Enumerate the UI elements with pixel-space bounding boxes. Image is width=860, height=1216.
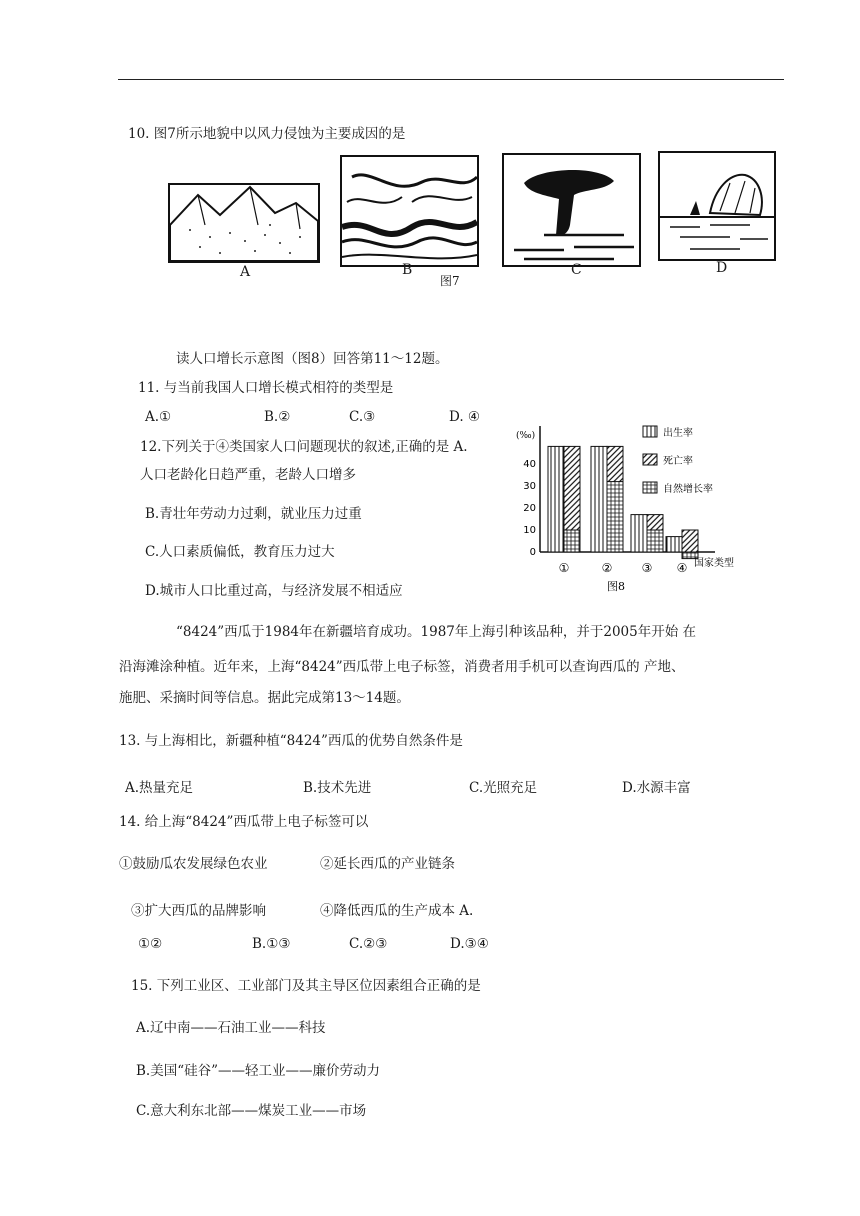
chart-ytick-label: 10 [523,525,536,536]
q13-stem: 13. 与上海相比，新疆种植“8424”西瓜的优势自然条件是 [119,733,463,749]
option-c-label: C [571,262,582,278]
q14-option-b: B.①③ [252,936,291,952]
q11-option-b: B.② [264,409,291,425]
q14-statement-1: ①鼓励瓜农发展绿色农业 [119,856,268,872]
chart-ytick-label: 30 [523,481,536,492]
chart-bar-birth-rate [666,537,682,552]
q12-option-b: B.青壮年劳动力过剩，就业压力过重 [145,506,362,522]
q11-option-d: D. ④ [449,409,481,425]
chart-ytick-label: 0 [529,547,536,558]
q15-option-c: C.意大利东北部——煤炭工业——市场 [136,1103,367,1119]
passage-line2: 沿海滩涂种植。近年来，上海“8424”西瓜带上电子标签，消费者用手机可以查询西瓜的 产地、 [119,659,685,675]
chart-legend-label: 死亡率 [663,456,693,467]
option-b-label: B [402,262,413,278]
figure7-caption: 图7 [440,274,460,288]
chart-bar-death-rate [682,530,698,552]
population-growth-chart [510,420,770,600]
chart-bar-natural-increase [564,530,580,552]
q13-option-c: C.光照充足 [469,780,538,796]
passage-line3: 施肥、采摘时间等信息。据此完成第13～14题。 [119,690,410,706]
q11-option-a: A.① [145,409,172,425]
chart-bar-natural-increase [607,482,623,552]
chart-category-label: ① [558,561,570,575]
q14-statement-4: ④降低西瓜的生产成本 A. [320,903,474,919]
q10-stem: 10. 图7所示地貌中以风力侵蚀为主要成因的是 [128,126,406,142]
q15-stem: 15. 下列工业区、工业部门及其主导区位因素组合正确的是 [131,978,481,994]
q14-option-c: C.②③ [349,936,388,952]
chart-ytick-label: 20 [523,503,536,514]
passage-line1: “8424”西瓜于1984年在新疆培育成功。1987年上海引种该品种，并于2005年开始 在 [176,624,697,640]
landform-d-image [658,151,776,261]
chart-xlabel: 国家类型 [694,558,734,569]
figure8-caption: 图8 [607,580,625,593]
chart-legend-swatch [643,454,657,465]
chart-bar-natural-increase [647,530,663,552]
q14-option-d: D.③④ [450,936,489,952]
q11-option-c: C.③ [349,409,376,425]
chart-ytick-label: 40 [523,459,536,470]
chart-legend-label: 出生率 [663,428,693,439]
chart-bar-birth-rate [631,515,647,552]
header-rule [118,79,784,80]
q12-stem-line1: 12.下列关于④类国家人口问题现状的叙述,正确的是 A. [140,439,468,455]
chart-ylabel: (‰) [516,431,536,441]
q13-option-d: D.水源丰富 [622,780,691,796]
chart-category-label: ③ [641,561,653,575]
intro-text: 读人口增长示意图（图8）回答第11～12题。 [176,351,449,367]
option-a-label: A [240,264,251,280]
chart-category-label: ② [601,561,613,575]
q13-option-a: A.热量充足 [125,780,194,796]
chart-legend-swatch [643,426,657,437]
q15-option-b: B.美国“硅谷”——轻工业——廉价劳动力 [136,1063,381,1079]
chart-category-label: ④ [676,561,688,575]
q12-option-a: 人口老龄化日趋严重，老龄人口增多 [140,467,356,483]
q14-stem: 14. 给上海“8424”西瓜带上电子标签可以 [119,814,369,830]
landform-c-image [502,153,641,267]
q12-option-d: D.城市人口比重过高，与经济发展不相适应 [145,583,403,599]
q14-statement-3: ③扩大西瓜的品牌影响 [131,903,266,919]
chart-legend-swatch [643,482,657,493]
q13-option-b: B.技术先进 [303,780,372,796]
chart-bar-birth-rate [548,446,564,552]
q15-option-a: A.辽中南——石油工业——科技 [136,1020,326,1036]
option-d-label: D [716,260,728,276]
landform-b-image [340,155,479,267]
q11-stem: 11. 与当前我国人口增长模式相符的类型是 [138,380,394,396]
landform-a-image [168,183,320,263]
chart-legend-label: 自然增长率 [663,484,713,495]
chart-bar-birth-rate [591,446,607,552]
q12-option-c: C.人口素质偏低，教育压力过大 [145,544,335,560]
q14-option-a: ①② [138,936,163,952]
q14-statement-2: ②延长西瓜的产业链条 [320,856,455,872]
